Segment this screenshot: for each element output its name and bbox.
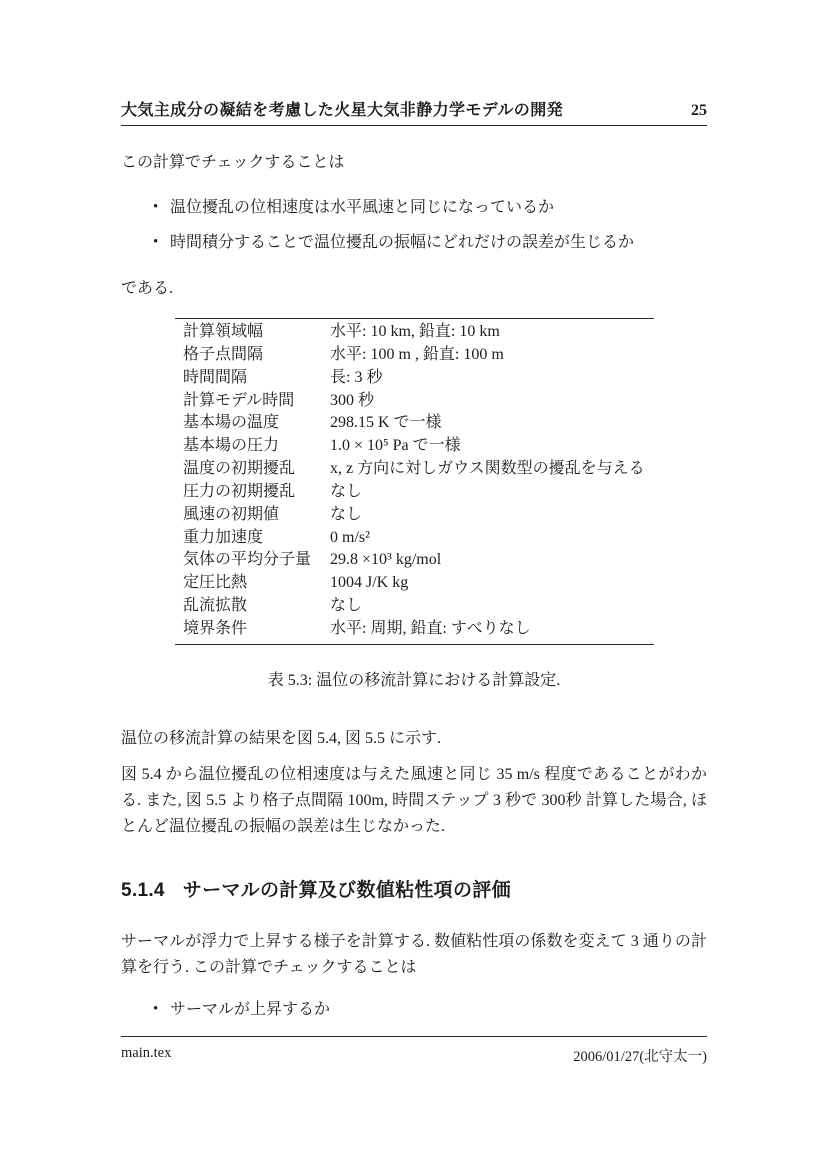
paragraph-results-detail: 図 5.4 から温位擾乱の位相速度は与えた風速と同じ 35 m/s 程度であることがわかる. また, 図 5.5 より格子点間隔 100m, 時間ステップ 3 秒で 300秒 計算した場合, ほとんど温位擾乱の振幅の誤差は生じなかった. (121, 766, 707, 835)
page-number: 25 (691, 102, 707, 119)
setting-value: なし (330, 505, 363, 523)
setting-label: 基本場の温度 (183, 414, 280, 432)
setting-label: 風速の初期値 (183, 505, 280, 523)
list-item-text: サーマルが上昇するか (170, 1001, 331, 1018)
table-row (175, 618, 654, 641)
table-row (175, 321, 654, 344)
setting-value: 長: 3 秒 (330, 368, 383, 386)
intro-lead: この計算でチェックすることは (121, 154, 345, 171)
setting-label: 時間間隔 (183, 368, 248, 386)
footer-date-author: 2006/01/27(北守太一) (573, 1049, 707, 1065)
setting-value: 298.15 K で一様 (330, 414, 442, 432)
section-title: サーマルの計算及び数値粘性項の評価 (182, 880, 511, 901)
list-item-text: 時間積分することで温位擾乱の振幅にどれだけの誤差が生じるか (170, 234, 635, 251)
setting-value: 1004 J/K kg (330, 574, 409, 592)
table-caption: 表 5.3: 温位の移流計算における計算設定. (267, 672, 561, 689)
setting-value: 0 m/s² (330, 528, 370, 546)
setting-label: 定圧比熱 (183, 574, 248, 592)
table-row (175, 390, 654, 413)
page-footer (121, 1036, 707, 1066)
check-list-thermal (121, 999, 707, 1034)
table-row (175, 367, 654, 390)
section-number: 5.1.4 (121, 880, 165, 901)
list-item-text: 温位擾乱の位相速度は水平風速と同じになっているか (170, 199, 555, 216)
table-row (175, 549, 654, 572)
setting-value: 1.0 × 10⁵ Pa で一様 (330, 437, 461, 455)
table-row (175, 527, 654, 550)
table-row (175, 412, 654, 435)
list-item (121, 999, 707, 1020)
bullet-icon: • (153, 234, 159, 250)
setting-value: 29.8 ×10³ kg/mol (330, 551, 442, 569)
table-row (175, 572, 654, 595)
paragraph-results-intro: 温位の移流計算の結果を図 5.4, 図 5.5 に示す. (121, 730, 442, 747)
bullet-icon: • (153, 199, 159, 215)
header-title: 大気主成分の凝結を考慮した火星大気非静力学モデルの開発 (121, 102, 564, 119)
check-list-advection (121, 197, 707, 267)
setting-label: 格子点間隔 (183, 345, 264, 363)
table-row (175, 595, 654, 618)
running-header (121, 97, 707, 126)
setting-value: なし (330, 482, 363, 500)
section-heading (121, 875, 707, 902)
list-item (121, 197, 707, 218)
bullet-icon: • (153, 1001, 159, 1017)
footer-filename: main.tex (121, 1045, 172, 1061)
setting-label: 気体の平均分子量 (183, 551, 312, 569)
setting-label: 乱流拡散 (183, 597, 248, 615)
setting-label: 温度の初期擾乱 (183, 460, 296, 478)
setting-value: 水平: 周期, 鉛直: すべりなし (330, 619, 531, 637)
list-item (121, 232, 707, 253)
setting-value: 水平: 10 km, 鉛直: 10 km (330, 323, 500, 340)
setting-value: 水平: 100 m , 鉛直: 100 m (330, 345, 504, 363)
intro-tail: である. (121, 280, 174, 297)
table-row (175, 435, 654, 458)
setting-label: 計算モデル時間 (183, 391, 295, 409)
setting-value: x, z 方向に対しガウス関数型の擾乱を与える (330, 460, 645, 478)
paragraph-thermal-lead: サーマルが浮力で上昇する様子を計算する. 数値粘性項の係数を変えて 3 通りの計算を行う. この計算でチェックすることは (121, 933, 707, 976)
settings-table (175, 318, 654, 645)
setting-label: 計算領域幅 (183, 323, 264, 340)
setting-label: 圧力の初期擾乱 (183, 482, 296, 500)
setting-value: 300 秒 (330, 391, 375, 409)
setting-label: 境界条件 (183, 619, 248, 637)
setting-label: 重力加速度 (183, 528, 264, 546)
setting-label: 基本場の圧力 (183, 437, 280, 455)
setting-value: なし (330, 597, 363, 615)
table-row (175, 344, 654, 367)
table-row (175, 458, 654, 481)
table-row (175, 504, 654, 527)
table-row (175, 481, 654, 504)
